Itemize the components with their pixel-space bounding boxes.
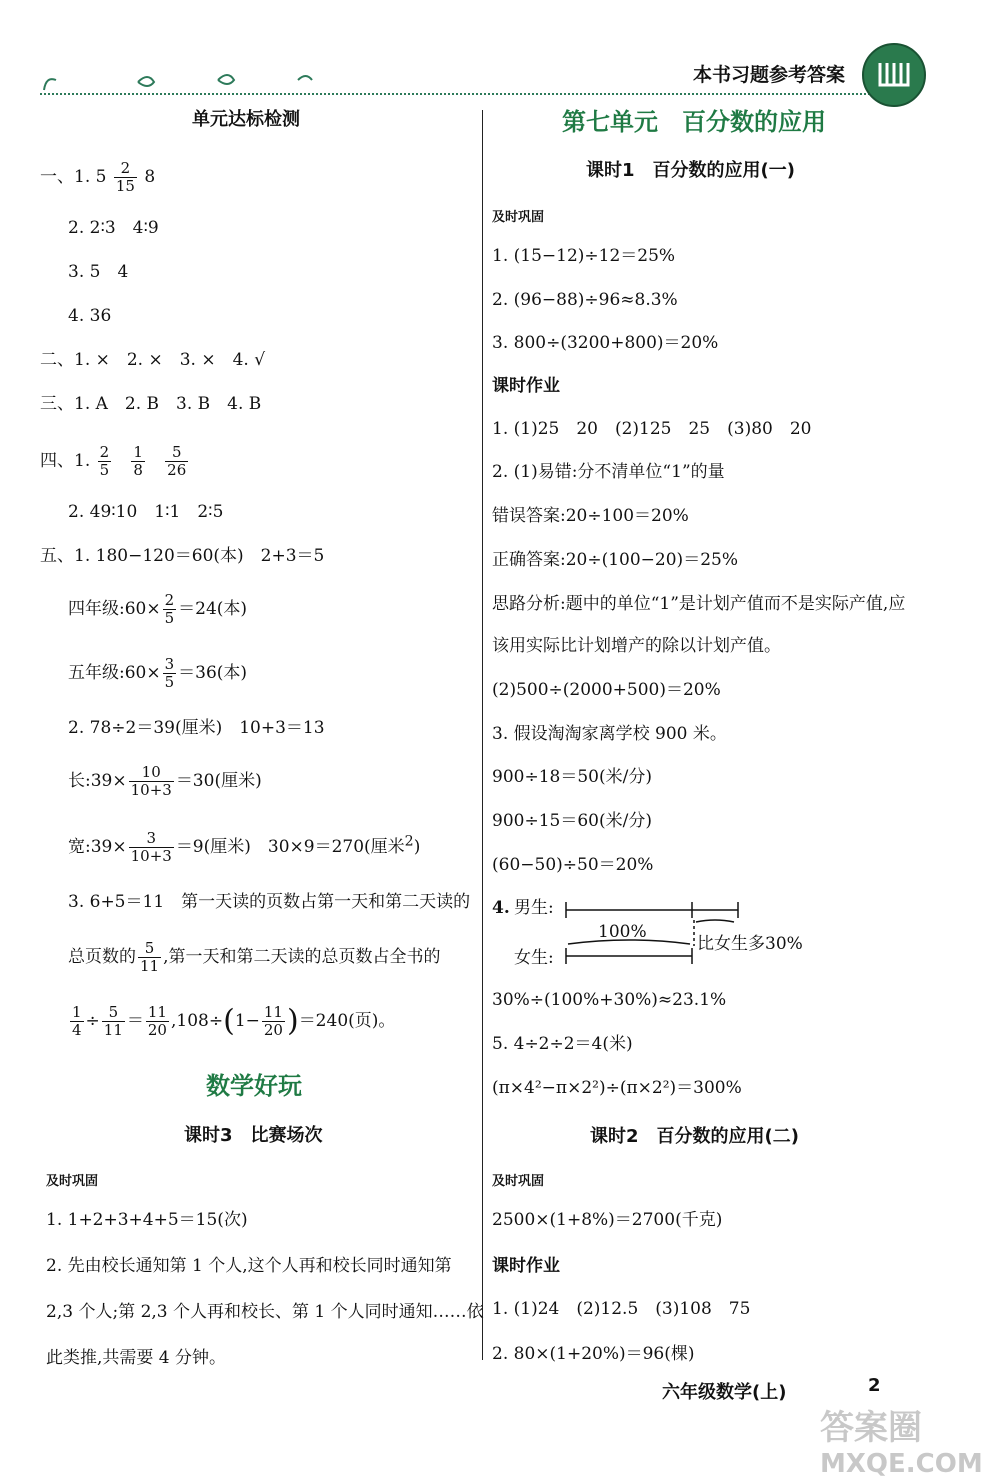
lesson1-c1: 1. (15−12)÷12＝25%	[492, 246, 676, 266]
lesson1-h2-right: 正确答案:20÷(100−20)＝25%	[492, 550, 738, 570]
page-number: 2	[868, 1375, 881, 1396]
lesson1-h4-number: 4.	[492, 898, 510, 918]
answer-s1-q4: 4. 36	[68, 306, 112, 326]
consolidate-label-left: 及时巩固	[46, 1174, 99, 1189]
lesson3-q2-line3: 此类推,共需要 4 分钟。	[46, 1348, 227, 1368]
consolidate-label-right-1: 及时巩固	[492, 210, 545, 225]
answer-s1-q3: 3. 5 4	[68, 262, 129, 282]
answer-s5-grade5: 五年级:60× $\frac{3}{5}$ ＝36(本)	[68, 655, 248, 691]
lesson1-h2-analysis-2: 该用实际比计划增产的除以计划产值。	[492, 636, 781, 656]
lesson3-q2-line1: 2. 先由校长通知第 1 个人,这个人再和校长同时通知第	[46, 1256, 452, 1276]
diagram-boys-label: 男生:	[514, 898, 554, 918]
lesson1-h1: 1. (1)25 20 (2)125 25 (3)80 20	[492, 419, 812, 439]
answer-s5-grade4: 四年级:60× $\frac{2}{5}$ ＝24(本)	[68, 591, 248, 627]
lesson2-c1: 2500×(1+8%)＝2700(千克)	[492, 1210, 723, 1230]
answer-s5-q2: 2. 78÷2＝39(厘米) 10+3＝13	[68, 718, 325, 738]
lesson1-h3-a: 900÷18＝50(米/分)	[492, 767, 652, 787]
lesson1-h4-calc: 30%÷(100%+30%)≈23.1%	[492, 990, 727, 1010]
answer-s5-length: 长:39× $\frac{10}{10+3}$ ＝30(厘米)	[68, 763, 262, 799]
lesson1-h3-c: (60−50)÷50＝20%	[492, 855, 654, 875]
footer-title: 六年级数学(上)	[662, 1382, 787, 1403]
book-logo-icon	[862, 43, 926, 107]
answer-s4-q1: 四、1. $\frac{2}{5}$ $\frac{1}{8}$ $\frac{5}{26}$	[40, 443, 187, 479]
homework-label-2: 课时作业	[492, 1256, 560, 1276]
answer-s4-q2: 2. 49∶10 1∶1 2∶5	[68, 502, 224, 522]
lesson3-q2-line2: 2,3 个人;第 2,3 个人再和校长、第 1 个人同时通知……依	[46, 1302, 484, 1322]
lesson1-h2-part2: (2)500÷(2000+500)＝20%	[492, 680, 721, 700]
lesson1-h5-calc: (π×4²−π×2²)÷(π×2²)＝300%	[492, 1078, 742, 1098]
unit-title: 第七单元 百分数的应用	[562, 108, 826, 136]
lesson2-h1: 1. (1)24 (2)12.5 (3)108 75	[492, 1299, 751, 1319]
consolidate-label-right-2: 及时巩固	[492, 1174, 545, 1189]
answer-s5-q3-line1: 3. 6+5＝11 第一天读的页数占第一天和第二天读的	[68, 892, 471, 912]
answer-s1-q1: 一、1. 5 $\frac{2}{15}$ 8	[40, 159, 156, 195]
lesson2-title: 课时2 百分数的应用(二)	[590, 1126, 799, 1147]
lesson3-title: 课时3 比赛场次	[184, 1125, 323, 1146]
header-dotted-line	[40, 93, 870, 95]
lesson1-h2-wrong: 错误答案:20÷100＝20%	[492, 506, 689, 526]
section-title-math-fun: 数学好玩	[206, 1072, 302, 1100]
lesson1-c2: 2. (96−88)÷96≈8.3%	[492, 290, 678, 310]
homework-label-1: 课时作业	[492, 376, 560, 396]
diagram-girls-label: 女生:	[514, 948, 554, 968]
lesson3-q1: 1. 1+2+3+4+5＝15(次)	[46, 1210, 248, 1230]
header-title: 本书习题参考答案	[692, 64, 845, 86]
line-segment-diagram	[560, 898, 750, 968]
answer-s5-q3-line2: 总页数的 $\frac{5}{11}$ ,第一天和第二天读的总页数占全书的	[68, 939, 441, 975]
lesson1-h3: 3. 假设淘淘家离学校 900 米。	[492, 724, 727, 744]
answer-s3: 三、1. A 2. B 3. B 4. B	[40, 394, 262, 414]
answer-s2: 二、1. × 2. × 3. × 4. √	[40, 350, 266, 370]
answer-s5-q3-line3: $\frac{1}{4}$ ÷ $\frac{5}{11}$ ＝ $\frac{11}{20}$ ,108÷(1− $\frac{11}{20}$ )＝240(页)。	[72, 1003, 396, 1039]
lesson1-h5: 5. 4÷2÷2＝4(米)	[492, 1034, 633, 1054]
answer-s5-q1: 五、1. 180−120＝60(本) 2+3＝5	[40, 546, 325, 566]
lesson2-h2: 2. 80×(1+20%)＝96(棵)	[492, 1344, 695, 1364]
lesson1-h2: 2. (1)易错:分不清单位“1”的量	[492, 462, 725, 482]
column-divider	[482, 110, 483, 1360]
lesson1-title: 课时1 百分数的应用(一)	[586, 160, 795, 181]
answer-s1-q2: 2. 2∶3 4∶9	[68, 218, 159, 238]
lesson1-c3: 3. 800÷(3200+800)＝20%	[492, 333, 719, 353]
diagram-more-label: 比女生多30%	[697, 934, 803, 954]
diagram-100-label: 100%	[598, 922, 647, 942]
answer-s5-width: 宽:39× $\frac{3}{10+3}$ ＝9(厘米) 30×9＝270(厘米$^2$)	[68, 829, 421, 865]
lesson1-h3-b: 900÷15＝60(米/分)	[492, 811, 652, 831]
lesson1-h2-analysis-1: 思路分析:题中的单位“1”是计划产值而不是实际产值,应	[492, 594, 906, 614]
watermark: 答案圈 MXQE.COM	[820, 1408, 983, 1479]
section-heading-unit-test: 单元达标检测	[192, 109, 300, 130]
